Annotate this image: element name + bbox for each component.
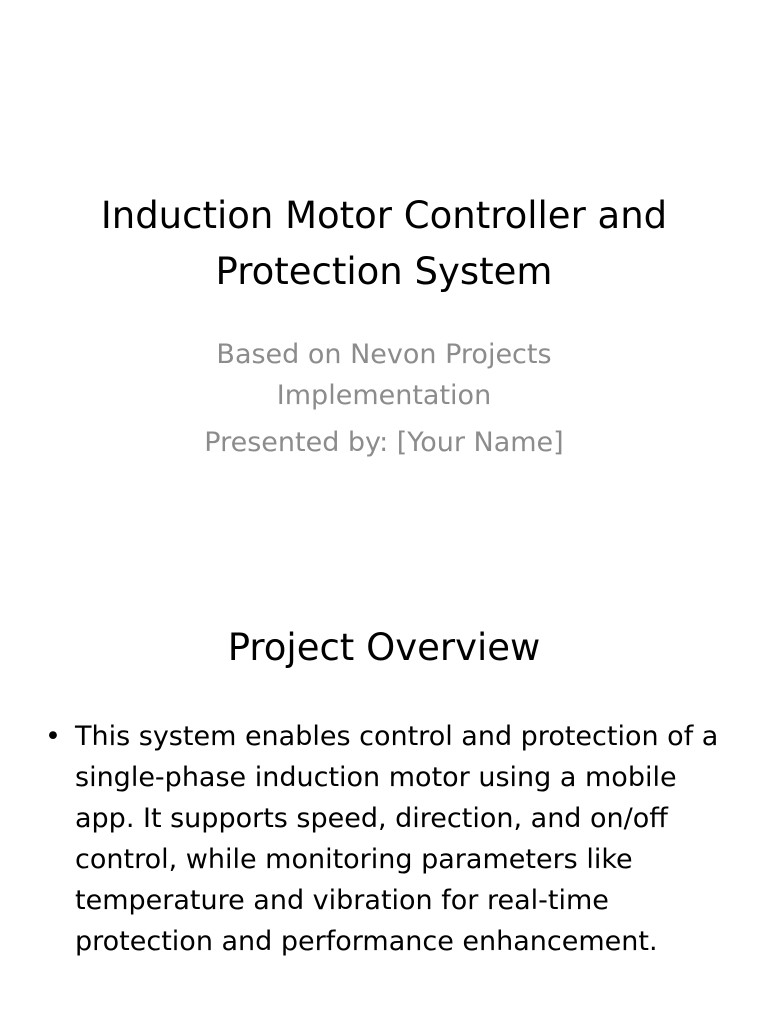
title-line-2: Protection System: [215, 250, 553, 293]
presenter-line: Presented by: [Your Name]: [204, 427, 564, 458]
title-line-1: Induction Motor Controller and: [100, 194, 668, 237]
slide-title: [40, 188, 728, 300]
bullet-item: [40, 716, 728, 962]
overview-title: Project Overview: [227, 626, 541, 669]
overview-slide: [0, 576, 768, 1024]
bullet-text: This system enables control and protection of a single-phase induction motor using a mobile app. It supports speed, direction, and on/off control, while monitoring parameters like temperature and vibration for real-time protection and performance enhancement.: [75, 721, 719, 957]
bullet-icon: •: [45, 721, 61, 752]
subtitle-line-1: Based on Nevon Projects: [216, 339, 552, 370]
subtitle-line-2: Implementation: [276, 380, 492, 411]
bullet-list: [40, 716, 728, 962]
slide-subtitle: [80, 334, 688, 463]
